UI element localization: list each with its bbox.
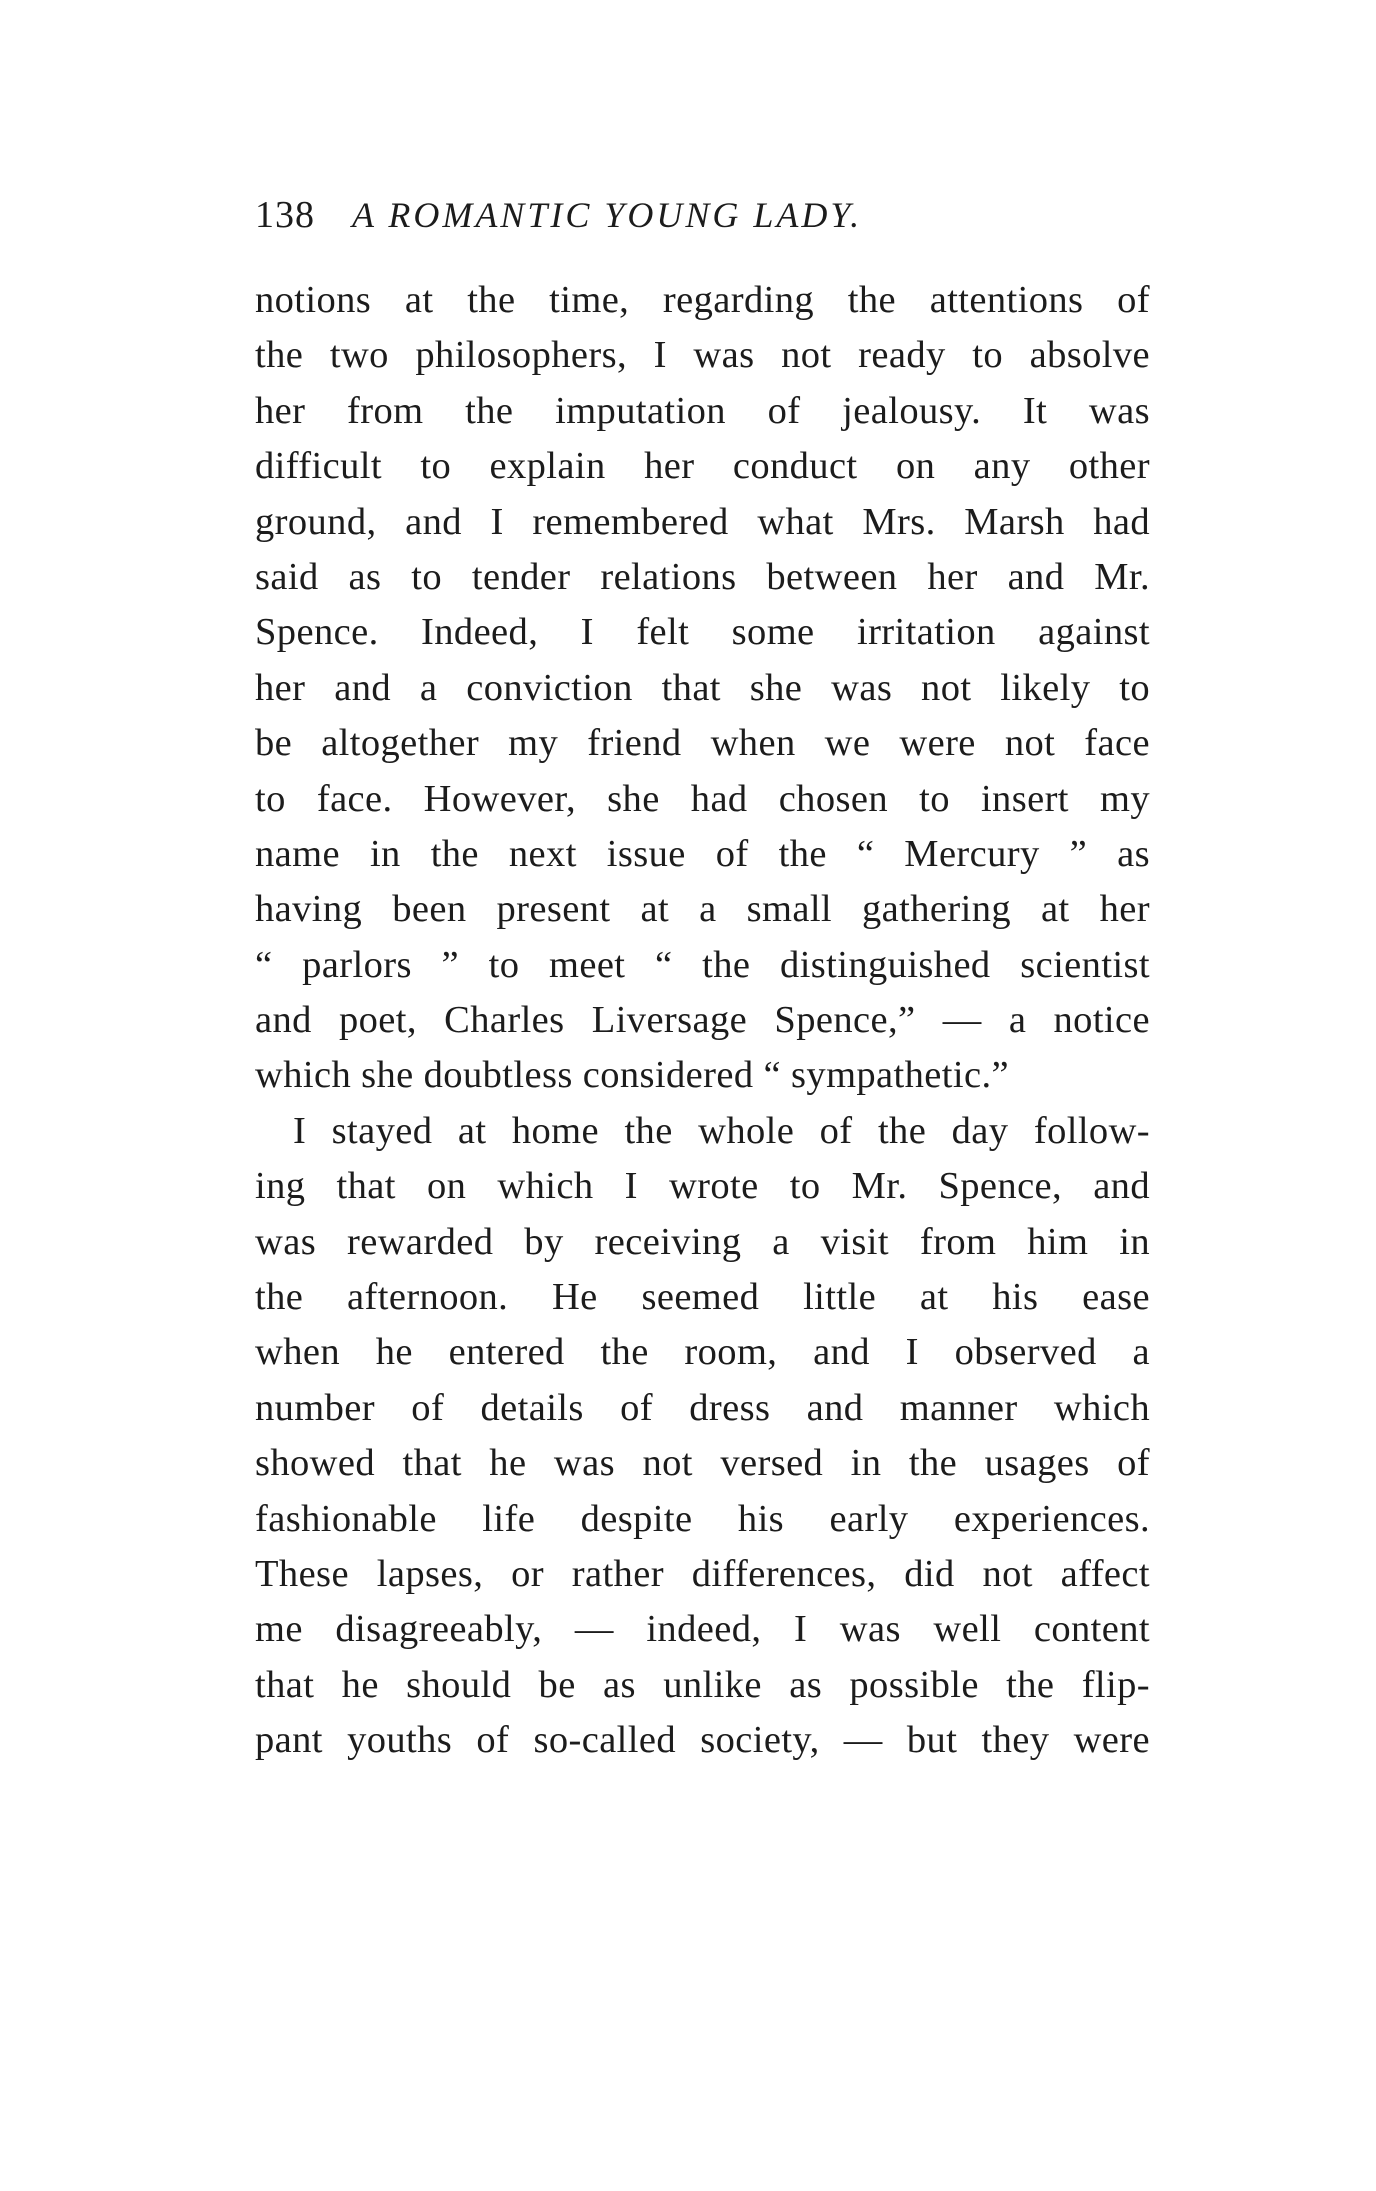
text-line: when he entered the room, and I observed a xyxy=(255,1331,1150,1374)
text-line: “ parlors ” to meet “ the distinguished scientist xyxy=(255,943,1150,986)
text-line: her from the imputation of jealousy. It was xyxy=(255,389,1150,432)
body-text xyxy=(255,273,1150,1769)
running-title: A ROMANTIC YOUNG LADY. xyxy=(352,195,863,235)
text-line: I stayed at home the whole of the day follow- xyxy=(293,1109,1150,1152)
text-line: notions at the time, regarding the attentions of xyxy=(255,279,1150,321)
text-line: ing that on which I wrote to Mr. Spence, and xyxy=(255,1165,1150,1208)
text-line: the afternoon. He seemed little at his ease xyxy=(255,1276,1150,1319)
text-line: be altogether my friend when we were not face xyxy=(255,722,1150,765)
text-line: showed that he was not versed in the usages of xyxy=(255,1442,1150,1485)
text-line: me disagreeably, — indeed, I was well content xyxy=(255,1608,1150,1651)
running-head xyxy=(255,190,1150,240)
text-line: the two philosophers, I was not ready to absolve xyxy=(255,334,1150,377)
text-line: difficult to explain her conduct on any other xyxy=(255,445,1150,488)
text-line: ground, and I remembered what Mrs. Marsh had xyxy=(255,500,1150,543)
text-line: was rewarded by receiving a visit from him in xyxy=(255,1220,1150,1263)
text-line: and poet, Charles Liversage Spence,” — a notice xyxy=(255,999,1150,1042)
text-line: that he should be as unlike as possible the flip- xyxy=(255,1663,1150,1706)
text-line: name in the next issue of the “ Mercury ” as xyxy=(255,832,1150,875)
text-line: number of details of dress and manner which xyxy=(255,1386,1150,1429)
text-line: fashionable life despite his early experiences. xyxy=(255,1497,1150,1540)
text-line: her and a conviction that she was not likely to xyxy=(255,666,1150,709)
text-line: Spence. Indeed, I felt some irritation against xyxy=(255,611,1150,654)
text-line: said as to tender relations between her and Mr. xyxy=(255,555,1150,598)
text-line: These lapses, or rather differences, did not affect xyxy=(255,1552,1150,1595)
text-line: having been present at a small gathering at her xyxy=(255,888,1150,931)
text-line: to face. However, she had chosen to insert my xyxy=(255,777,1150,820)
text-line: which she doubtless considered “ sympathetic.” xyxy=(255,1054,1009,1097)
text-line: pant youths of so-called society, — but they were xyxy=(255,1719,1150,1762)
page-number: 138 xyxy=(255,194,315,236)
